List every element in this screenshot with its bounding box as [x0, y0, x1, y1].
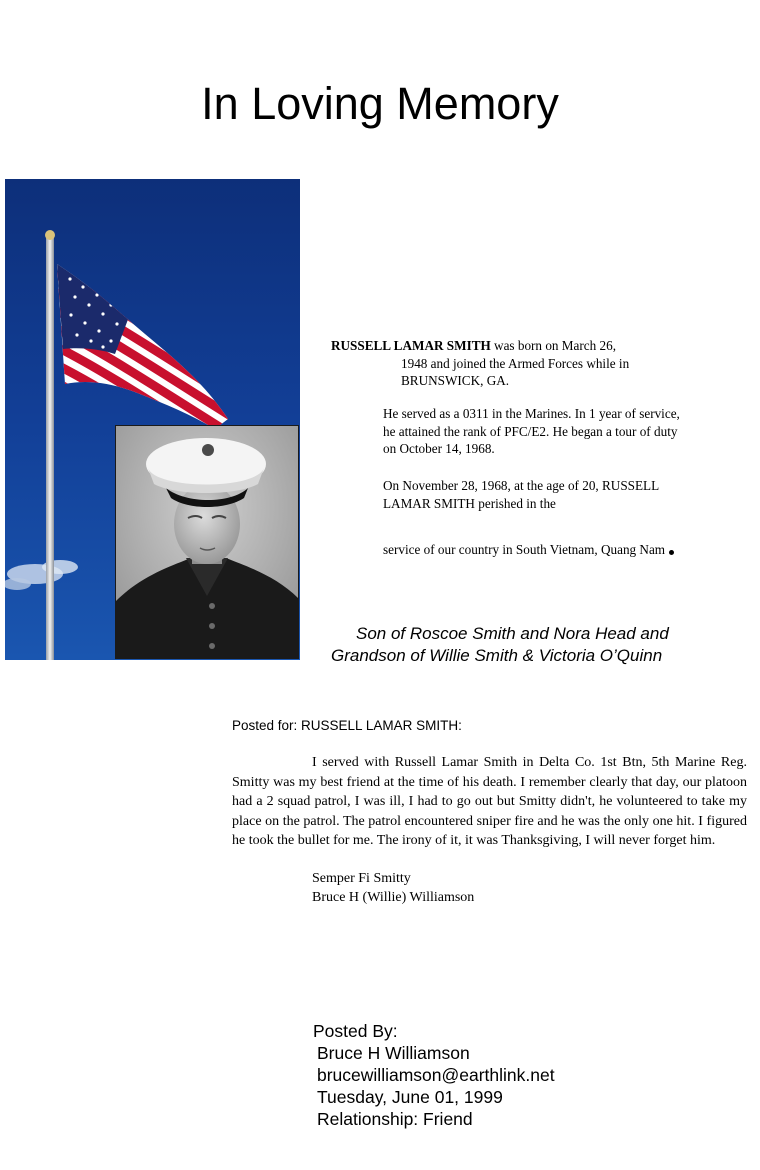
bio-service-country-text: service of our country in South Vietnam, Quang Nam	[383, 542, 666, 557]
posted-by-name: Bruce H Williamson	[317, 1043, 470, 1063]
bio-service-country-line	[383, 541, 723, 559]
portrait-photo	[115, 425, 299, 659]
tribute-signature: Bruce H (Willie) Williamson	[312, 890, 475, 905]
family-parents-line: Son of Roscoe Smith and Nora Head and	[356, 624, 669, 643]
bullet-dot-icon	[669, 550, 674, 555]
page-title: In Loving Memory	[201, 78, 559, 129]
posted-by-label: Posted By:	[313, 1021, 398, 1041]
posted-by-email: brucewilliamson@earthlink.net	[317, 1065, 555, 1085]
bio-line1-rest: was born on March 26,	[490, 338, 617, 353]
tribute-sign-off: Semper Fi Smitty	[312, 871, 411, 886]
posted-for-heading: Posted for: RUSSELL LAMAR SMITH:	[232, 718, 462, 733]
bio-birth-paragraph	[331, 337, 661, 390]
bio-death-paragraph: On November 28, 1968, at the age of 20, RUSSELL LAMAR SMITH perished in the	[383, 478, 659, 511]
bio-service-paragraph: He served as a 0311 in the Marines. In 1 year of service, he attained the rank of PFC/E2. He began a tour of duty on October 14, 1968.	[383, 406, 680, 456]
family-grandparents-line: Grandson of Willie Smith & Victoria O’Quinn	[331, 646, 663, 665]
posted-relationship: Relationship: Friend	[317, 1109, 473, 1129]
tribute-text: I served with Russell Lamar Smith in Delta Co. 1st Btn, 5th Marine Reg. Smitty was my best friend at the time of his death. I remember clearly that day, our platoon had a 2 squad patrol, I was ill, I had to go out but Smitty didn't, he volunteered to take my place on the patrol. The patrol encountered sniper fire and he was the only one hit. I figured he took the bullet for me. The irony of it, it was Thanksgiving, I will never forget him.	[232, 755, 747, 848]
posted-date: Tuesday, June 01, 1999	[317, 1087, 503, 1107]
bio-line3: BRUNSWICK, GA.	[401, 373, 510, 388]
bio-name: RUSSELL LAMAR SMITH	[331, 338, 491, 353]
bio-line2: 1948 and joined the Armed Forces while in	[401, 355, 630, 371]
